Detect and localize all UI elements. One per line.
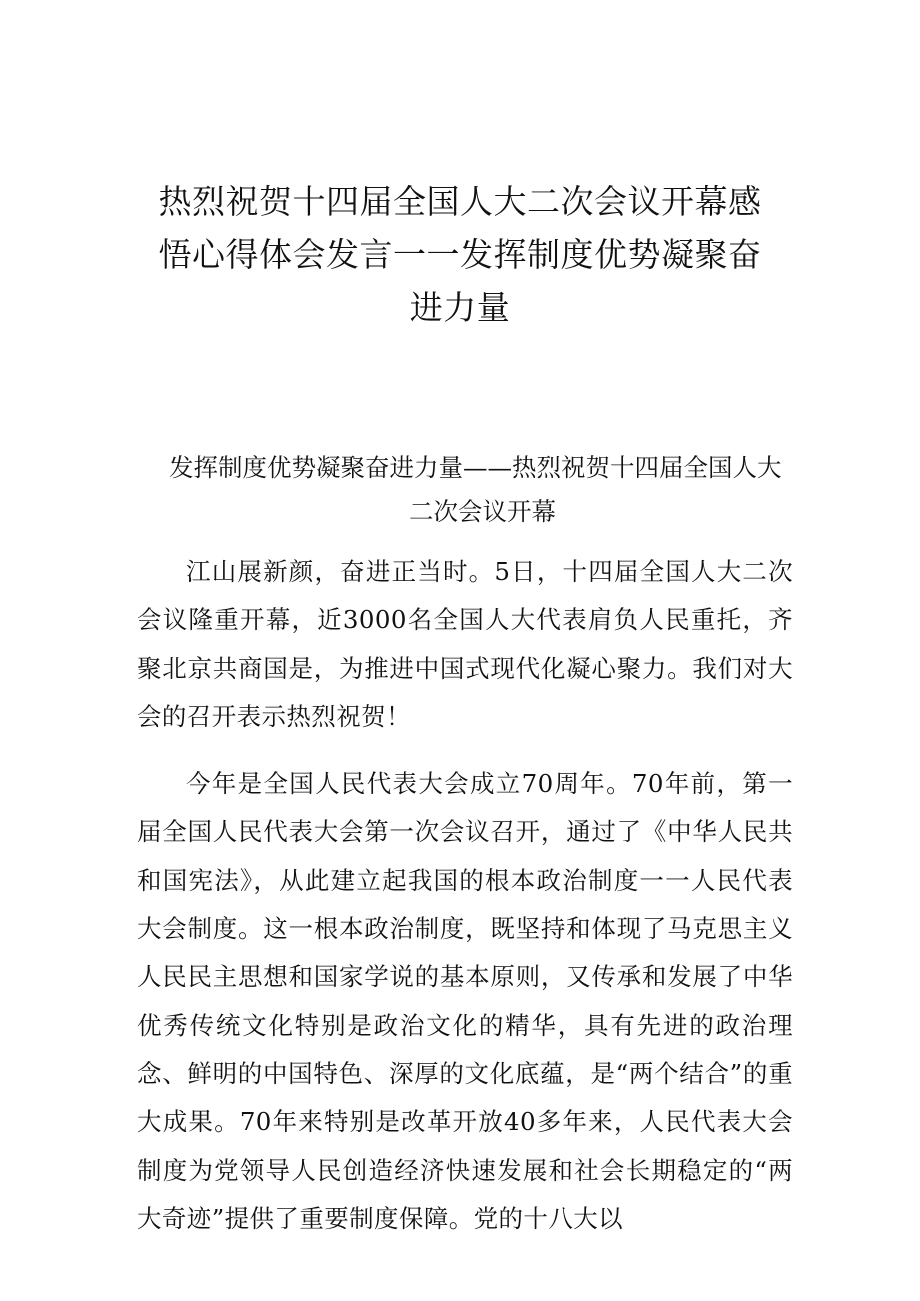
title-line-2: 悟心得体会发言一一发挥制度优势凝聚奋 bbox=[158, 235, 762, 274]
article-body bbox=[137, 548, 793, 1262]
title-line-1: 热烈祝贺十四届全国人大二次会议开幕感 bbox=[158, 182, 762, 221]
title-line-3: 进力量 bbox=[409, 288, 511, 327]
paragraph-1: 江山展新颜，奋进正当时。5日，十四届全国人大二次会议隆重开幕，近3000名全国人大代表肩负人民重托，齐聚北京共商国是，为推进中国式现代化凝心聚力。我们对大会的召开表示热烈祝贺！ bbox=[137, 557, 793, 731]
subtitle-line-1: 发挥制度优势凝聚奋进力量——热烈祝贺十四届全国人大 bbox=[169, 453, 782, 482]
article-subtitle bbox=[130, 446, 820, 534]
subtitle-line-2: 二次会议开幕 bbox=[409, 497, 556, 526]
paragraph-2: 今年是全国人民代表大会成立70周年。70年前，第一届全国人民代表大会第一次会议召开，通过了《中华人民共和国宪法》，从此建立起我国的根本政治制度一一人民代表大会制度。这一根本政治制度，既坚持和体现了马克思主义人民民主思想和国家学说的基本原则，又传承和发展了中华优秀传统文化特别是政治文化的精华，具有先进的政治理念、鲜明的中国特色、深厚的文化底蕴，是“两个结合”的重大成果。70年来特别是改革开放40多年来，人民代表大会制度为党领导人民创造经济快速发展和社会长期稳定的“两大奇迹”提供了重要制度保障。党的十八大以 bbox=[137, 769, 793, 1233]
document-title bbox=[130, 175, 790, 334]
